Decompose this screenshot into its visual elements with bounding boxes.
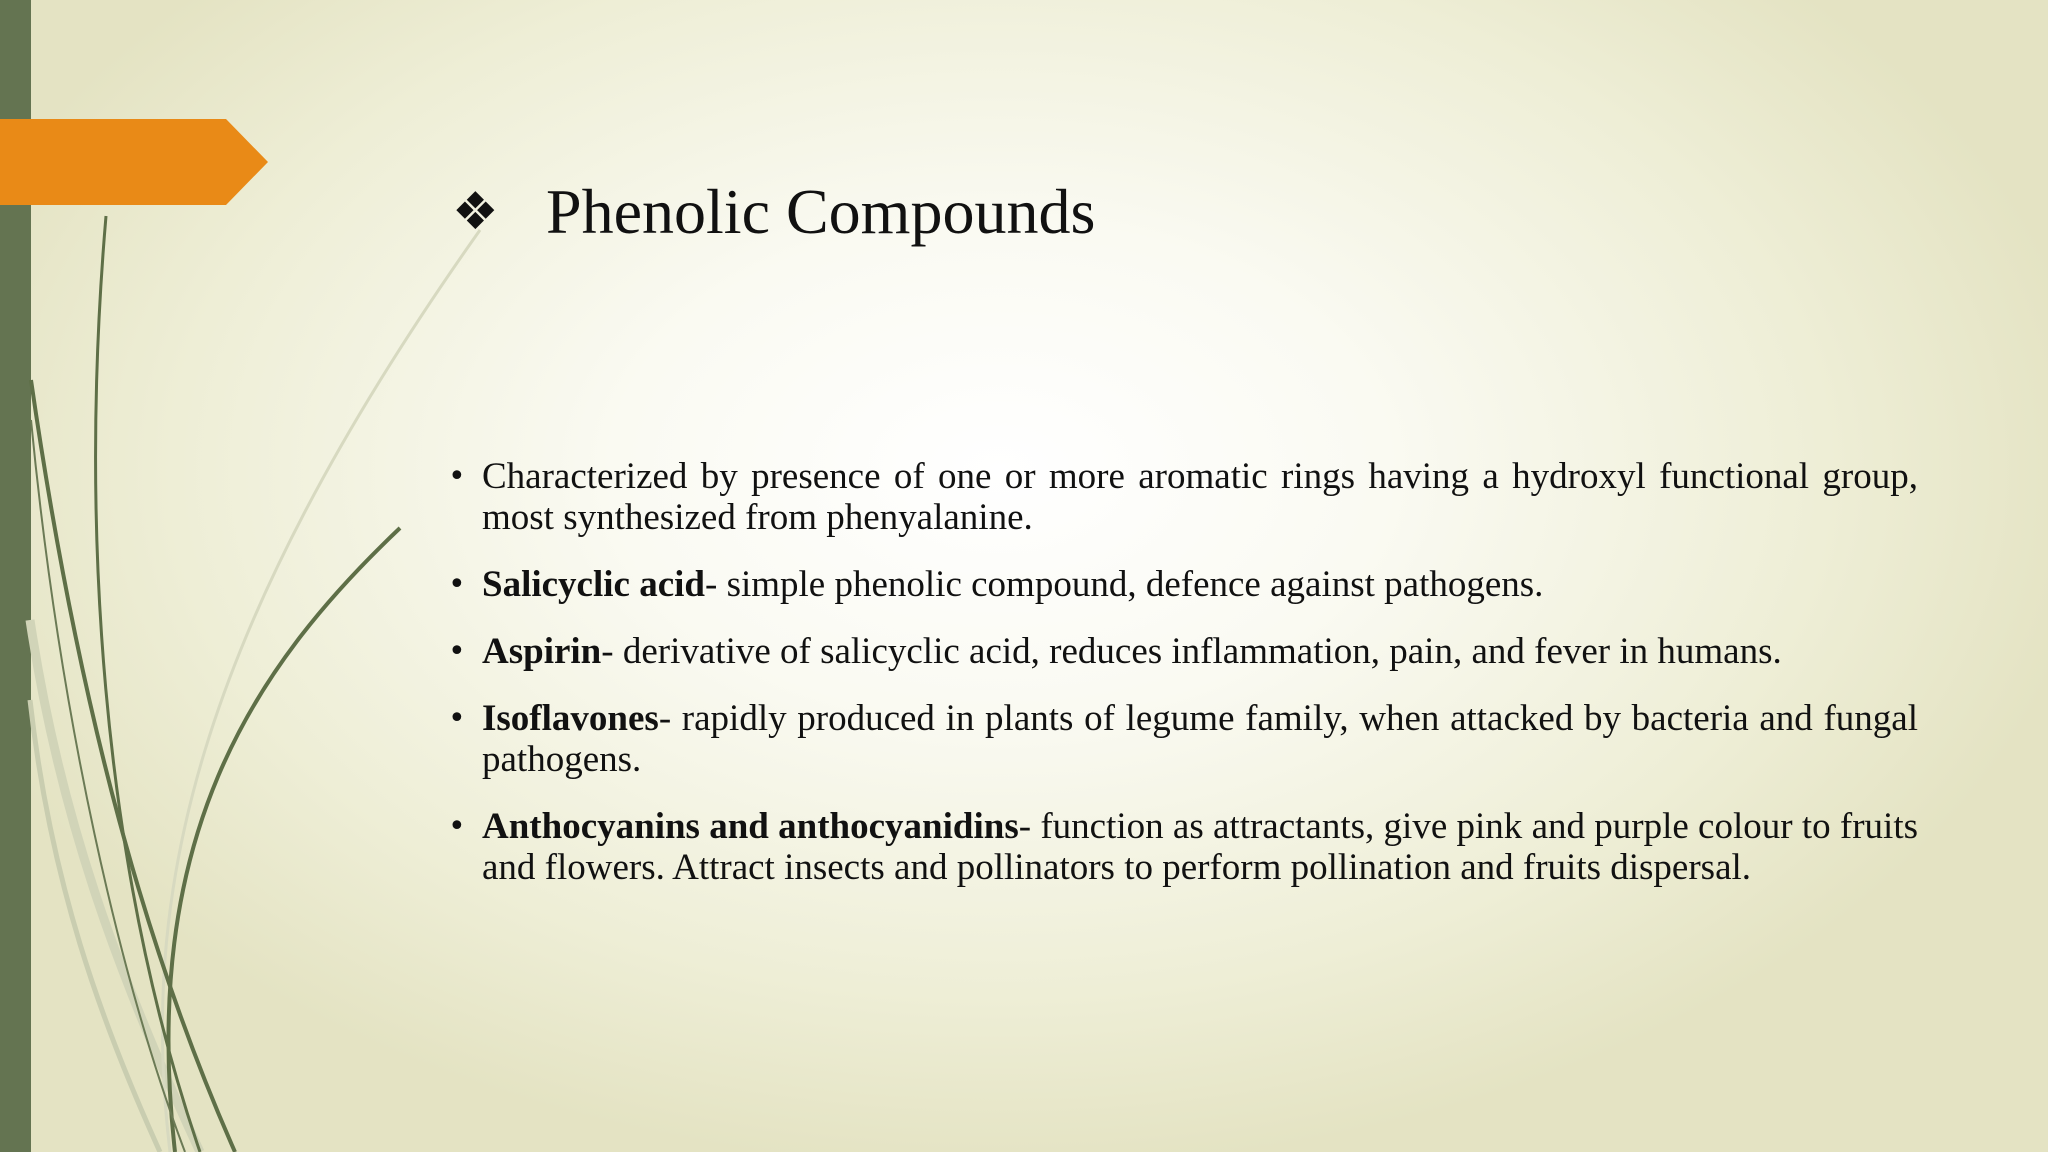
list-item [448, 631, 1918, 672]
bullet-term: Salicyclic acid [482, 564, 705, 605]
bullet-text: - derivative of salicyclic acid, reduces inflammation, pain, and fever in humans. [601, 631, 1782, 672]
bullet-text: - rapidly produced in plants of legume family, when attacked by bacteria and fungal pathogens. [482, 698, 1918, 780]
bullet-list [448, 456, 1918, 888]
bullet-dot-icon: • [448, 634, 466, 669]
bullet-text: Characterized by presence of one or more aromatic rings having a hydroxyl functional group, most synthesized from phenyalanine. [482, 456, 1918, 538]
bullet-dot-icon: • [448, 567, 466, 602]
slide-title: Phenolic Compounds [546, 176, 1096, 247]
bullet-term: Aspirin [482, 631, 602, 672]
bullet-dot-icon: • [448, 701, 466, 736]
list-item [448, 564, 1918, 605]
bullet-dot-icon: • [448, 459, 466, 494]
slide-title-row [452, 170, 1095, 254]
swoosh-dark-3 [168, 528, 400, 1152]
bullet-text: - simple phenolic compound, defence against pathogens. [705, 564, 1544, 605]
bullet-dot-icon: • [448, 809, 466, 844]
diamond-bullet-icon: ❖ [452, 182, 499, 242]
bullet-term: Anthocyanins and anthocyanidins [482, 806, 1019, 847]
bullet-text: - function as attractants, give pink and purple colour to fruits and flowers. Attract insects and pollinators to perform pollination and fruits dispersal. [482, 806, 1919, 888]
orange-arrow-tab [0, 119, 268, 205]
swoosh-dark-2 [96, 216, 200, 1152]
swoosh-light-2 [162, 230, 480, 1152]
list-item [448, 698, 1918, 780]
slide-content [448, 456, 1918, 914]
list-item [448, 806, 1918, 888]
list-item [448, 456, 1918, 538]
bullet-term: Isoflavones [482, 698, 659, 739]
